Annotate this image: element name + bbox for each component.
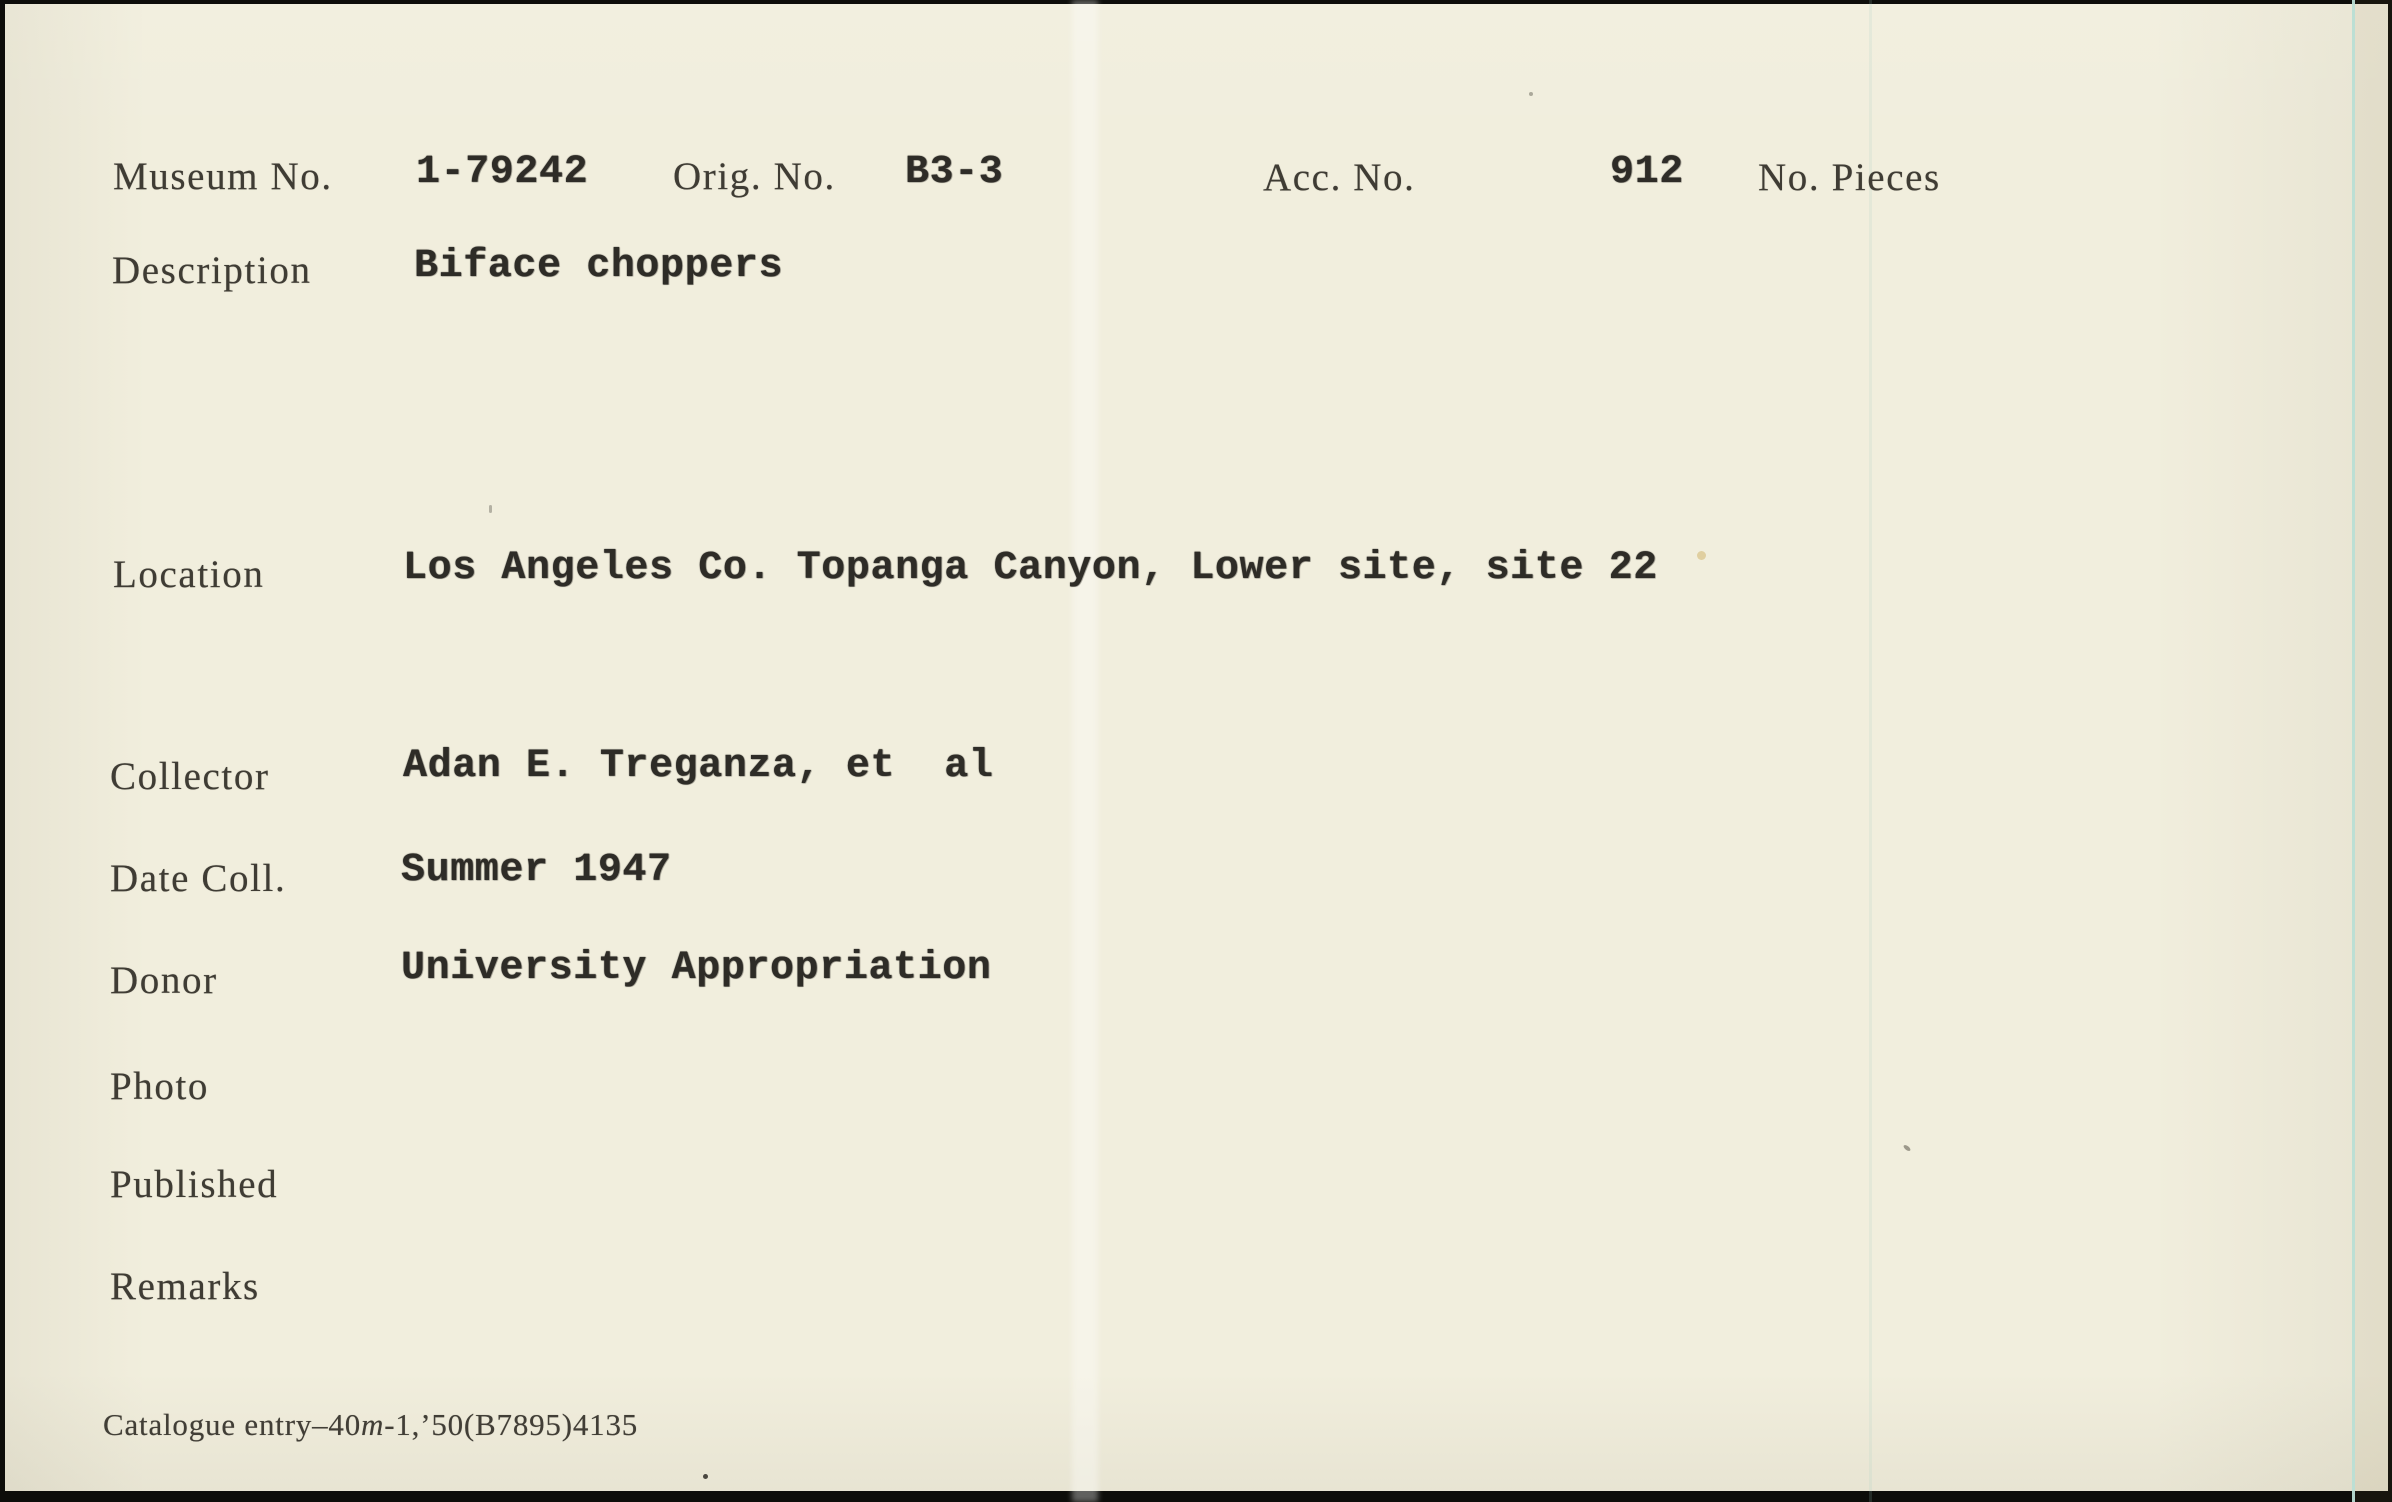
field-value-donor: University Appropriation [401, 946, 992, 991]
paper-stain [1697, 551, 1706, 560]
field-label-description: Description [112, 249, 312, 292]
field-label-photo: Photo [110, 1065, 210, 1108]
ink-speck [1529, 92, 1533, 96]
field-value-collector: Adan E. Treganza, et al [403, 744, 994, 789]
field-label-orig-no: Orig. No. [673, 155, 836, 198]
field-value-location: Los Angeles Co. Topanga Canyon, Lower site, site 22 [403, 546, 1658, 591]
field-label-museum-no: Museum No. [113, 155, 333, 198]
field-value-date-coll: Summer 1947 [401, 848, 672, 893]
field-label-date-coll: Date Coll. [110, 857, 287, 900]
field-label-location: Location [113, 553, 265, 596]
field-value-acc-no: 912 [1610, 150, 1684, 195]
field-label-acc-no: Acc. No. [1263, 156, 1416, 199]
field-label-collector: Collector [110, 755, 270, 798]
field-value-description: Biface choppers [414, 244, 784, 289]
ink-speck [703, 1474, 708, 1479]
imprint-italic-m: m [361, 1407, 385, 1442]
card-paper [5, 4, 2388, 1491]
faint-rule-line [1869, 0, 1872, 1502]
imprint-prefix: Catalogue entry–40 [103, 1407, 362, 1442]
field-label-published: Published [110, 1163, 279, 1206]
ink-speck [489, 505, 492, 513]
field-label-remarks: Remarks [110, 1265, 260, 1308]
field-value-orig-no: B3-3 [905, 150, 1004, 195]
imprint-suffix: -1,’50(B7895)4135 [384, 1407, 639, 1442]
field-label-no-pieces: No. Pieces [1758, 156, 1941, 199]
scan-light-band [1072, 0, 1098, 1502]
right-edge-tint [2355, 0, 2392, 1502]
field-label-donor: Donor [110, 959, 218, 1002]
catalogue-entry-imprint [103, 1409, 638, 1440]
field-value-museum-no: 1-79242 [416, 150, 589, 195]
